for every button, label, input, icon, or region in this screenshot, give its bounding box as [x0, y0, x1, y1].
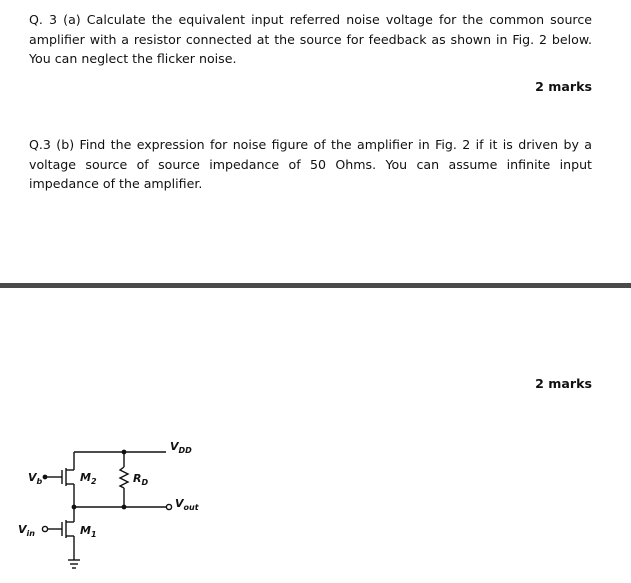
circuit-diagram-fig2 — [0, 430, 220, 580]
vdd-label: $V_{DD}$ — [170, 440, 192, 455]
m2-source-junction-dot — [72, 505, 77, 510]
rd-label: $R_D$ — [133, 472, 149, 487]
rd-resistor — [120, 467, 128, 488]
vb-terminal-dot — [43, 475, 48, 480]
vin-label: $V_{in}$ — [18, 523, 35, 538]
question-3b-text: Q.3 (b) Find the expression for noise figure of the amplifier in Fig. 2 if it is driven by a voltage source of source impedance of 50 Ohms. You can assume infinite input impedance of the amplifier. — [29, 137, 592, 191]
vout-terminal — [166, 504, 171, 509]
section-divider — [0, 283, 631, 288]
question-3a-text: Q. 3 (a) Calculate the equivalent input referred noise voltage for the common source amplifier with a resistor connected at the source for feedback as shown in Fig. 2 below. You can neglect the flicker noise. — [29, 12, 592, 66]
vdd-junction-dot — [122, 450, 127, 455]
m2-label: $M_2$ — [80, 471, 97, 486]
m1-label: $M_1$ — [80, 524, 97, 539]
question-3a-marks: 2 marks — [535, 79, 592, 94]
output-junction-dot — [122, 505, 127, 510]
vb-label: $V_b$ — [28, 471, 43, 486]
vout-label: $V_{out}$ — [175, 497, 199, 512]
vin-terminal — [42, 526, 47, 531]
question-3b-marks: 2 marks — [535, 376, 592, 391]
